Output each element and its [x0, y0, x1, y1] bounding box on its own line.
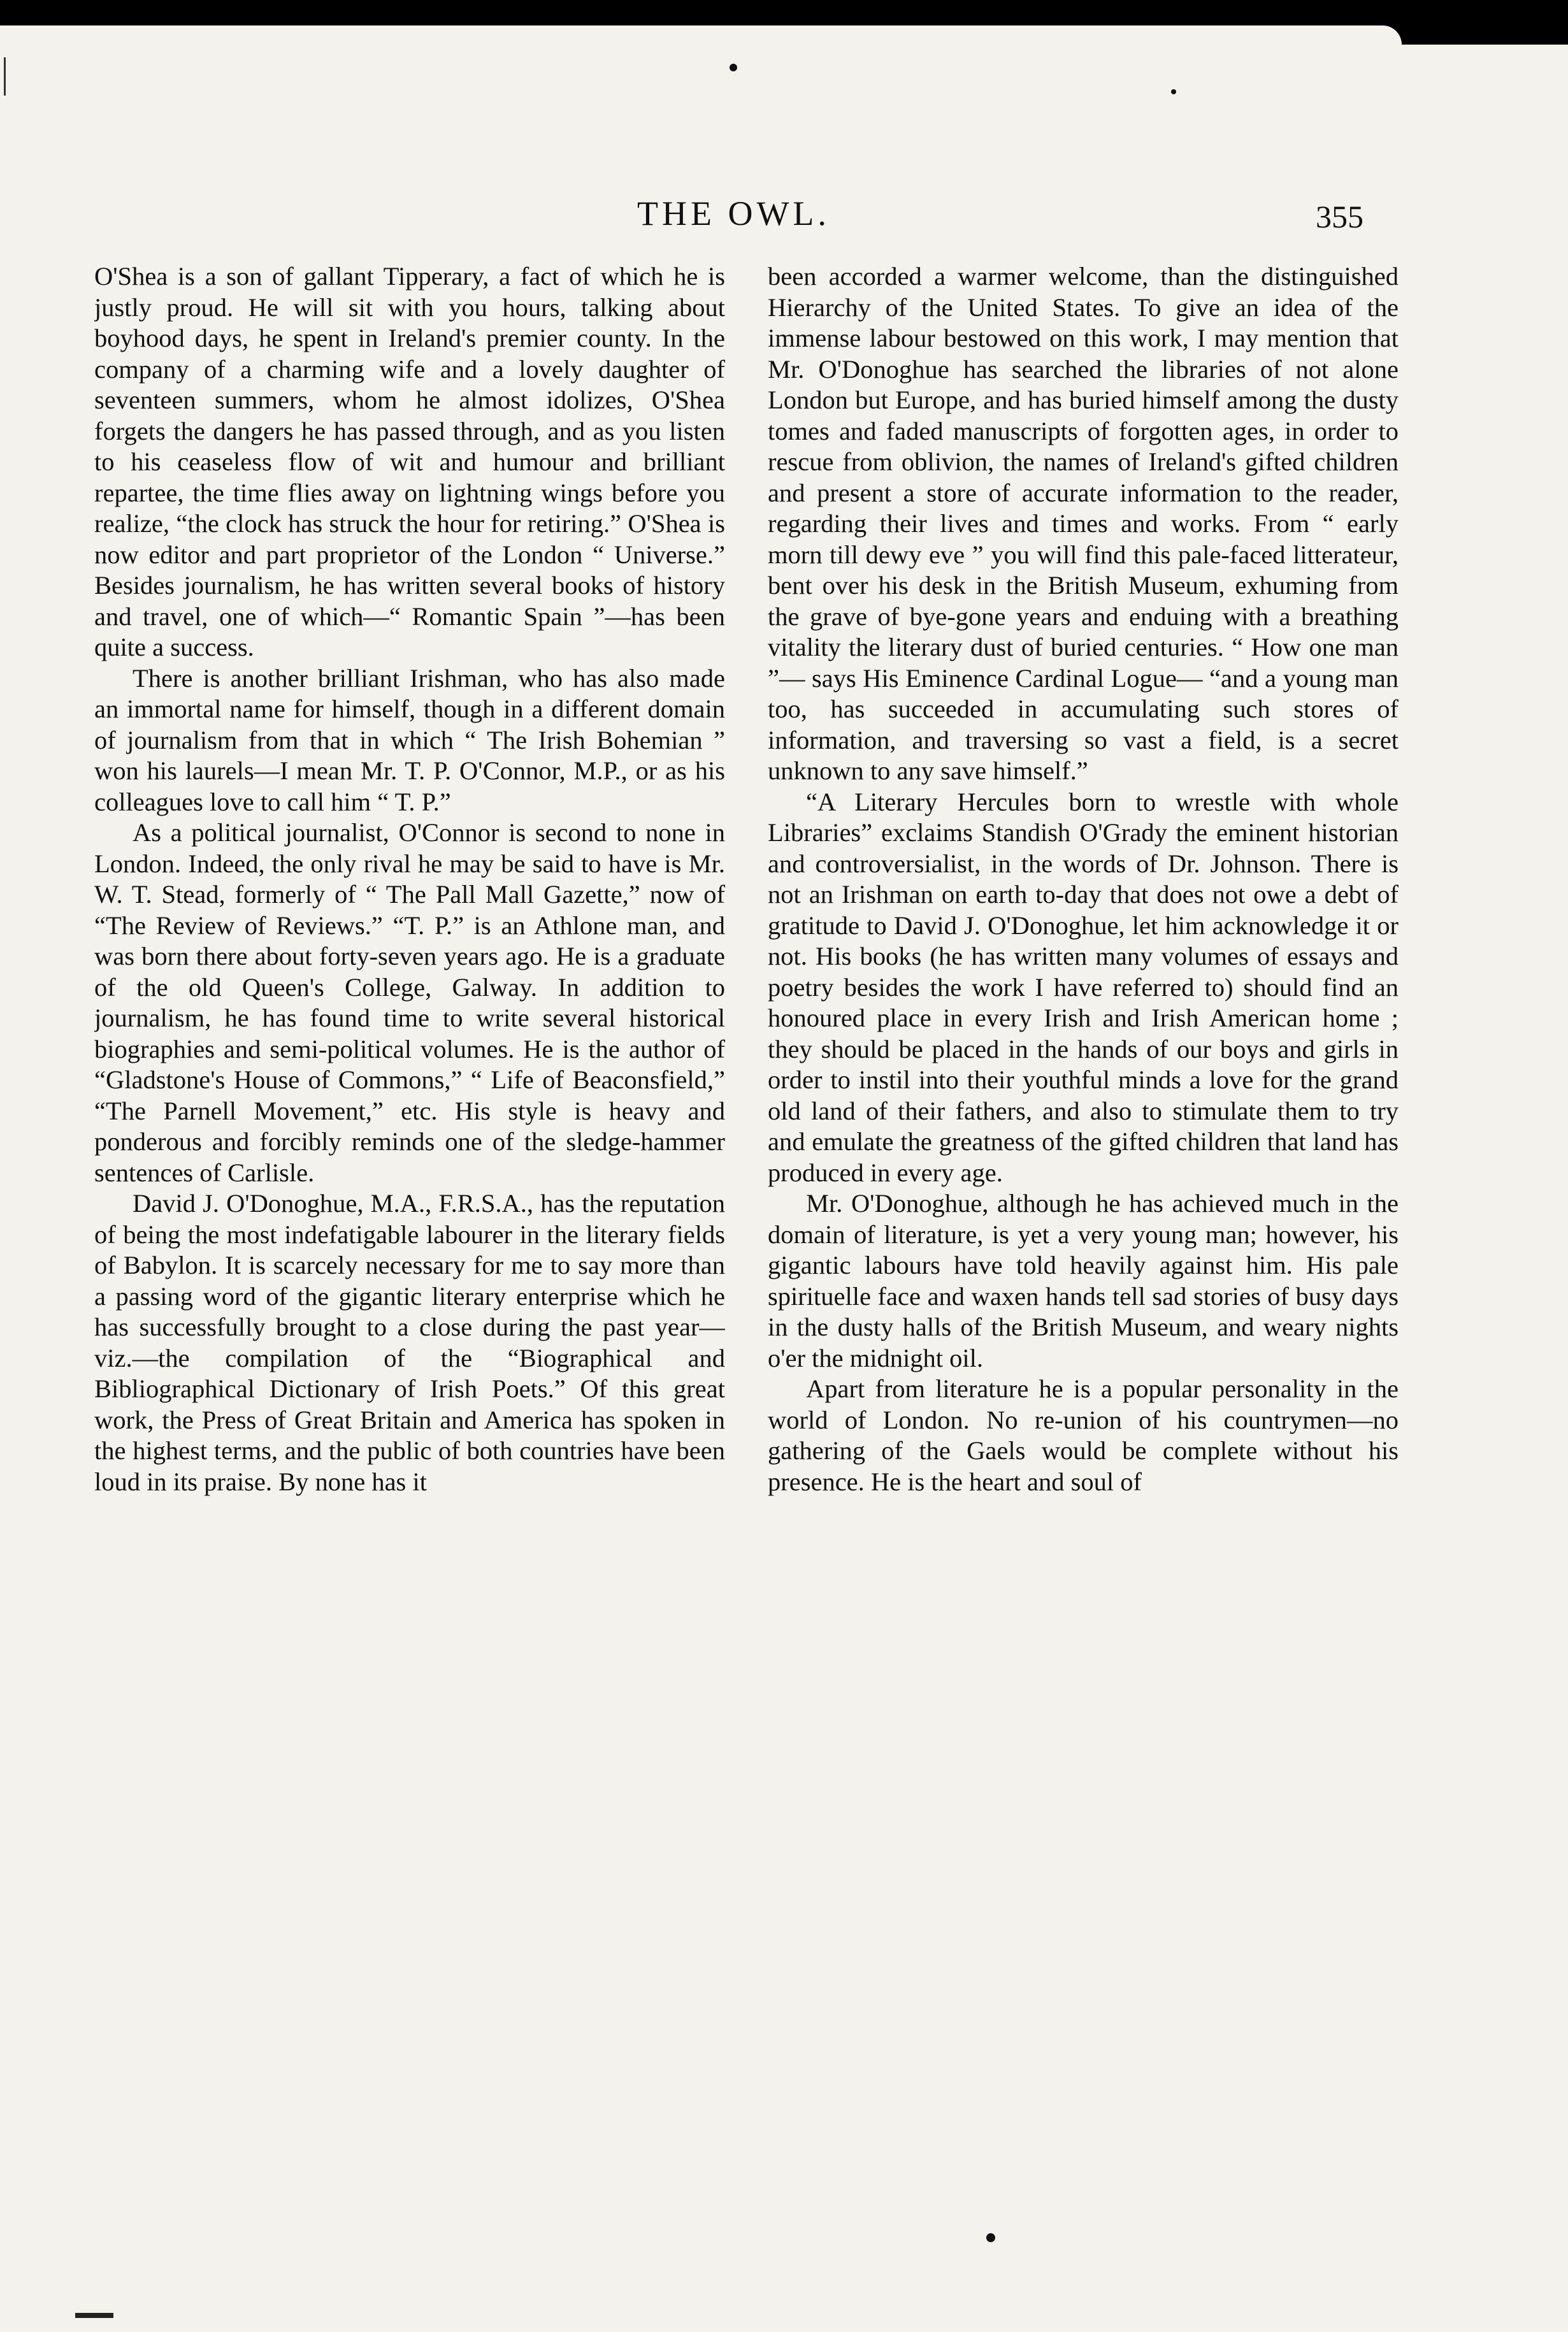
scan-left-edge-mark — [4, 57, 6, 96]
running-title: THE OWL. — [637, 194, 830, 233]
paragraph: David J. O'Donoghue, M.A., F.R.S.A., has the reputation of being the most indefatigable labourer in the literary fields of Babylon. It is scarcely necessary for me to say more than a passing word of the gigantic literary enterprise which he has successfully brought to a close during the past year—viz.—the compilation of the “Biographical and Bibliographical Dictionary of Irish Poets.” Of this great work, the Press of Great Britain and America has spoken in the highest terms, and the public of both countries have been loud in its praise. By none has it — [94, 1189, 725, 1496]
paragraph: As a political journalist, O'Connor is second to none in London. Indeed, the only rival he may be said to have is Mr. W. T. Stead, formerly of “ The Pall Mall Gazette,” now of “The Review of Reviews.” “T. P.” is an Athlone man, and was born there about forty-seven years ago. He is a graduate of the old Queen's College, Galway. In addition to journalism, he has found time to write several historical biographies and semi-political volumes. He is the author of “Gladstone's House of Commons,” “ Life of Beaconsfield,” “The Parnell Movement,” etc. His style is heavy and ponderous and forcibly reminds one of the sledge-hammer sentences of Carlisle. — [94, 818, 725, 1187]
paragraph: There is another brilliant Irishman, who has also made an immortal name for himself, though in a different domain of journalism from that in which “ The Irish Bohemian ” won his laurels—I mean Mr. T. P. O'Connor, M.P., or as his colleagues love to call him “ T. P.” — [94, 663, 725, 816]
paragraph: Mr. O'Donoghue, although he has achieved much in the domain of literature, is yet a very young man; however, his gigantic labours have told heavily against him. His pale spirituelle face and waxen hands tell sad stories of busy days in the dusty halls of the British Museum, and weary nights o'er the midnight oil. — [768, 1189, 1399, 1372]
scan-speck — [1171, 89, 1176, 94]
paragraph: “A Literary Hercules born to wrestle with whole Libraries” exclaims Standish O'Grady the eminent historian and controversialist, in the words of Dr. Johnson. There is not an Irishman on earth to-day that does not owe a debt of gratitude to David J. O'Donoghue, let him acknowledge it or not. His books (he has written many volumes of essays and poetry besides the work I have referred to) should find an honoured place in every Irish and Irish American home ; they should be placed in the hands of our boys and girls in order to instil into their youthful minds a love for the grand old land of their fathers, and also to stimulate them to try and emulate the greatness of the gifted children that land has produced in every age. — [768, 787, 1399, 1187]
page-footer-dot — [986, 2233, 995, 2242]
paragraph: Apart from literature he is a popular personality in the world of London. No re-union of his countrymen—no gathering of the Gaels would be complete without his presence. He is the heart and soul of — [768, 1374, 1399, 1496]
paragraph: been accorded a warmer welcome, than the distinguished Hierarchy of the United States. To give an idea of the immense labour bestowed on this work, I may mention that Mr. O'Donoghue has searched the libraries of not alone London but Europe, and has buried himself among the dusty tomes and faded manuscripts of forgotten ages, in order to rescue from oblivion, the names of Ireland's gifted children and present a store of accurate information to the reader, regarding their lives and times and works. From “ early morn till dewy eve ” you will find this pale-faced litterateur, bent over his desk in the British Museum, exhuming from the grave of bye-gone years and enduing with a breathing vitality the literary dust of buried centuries. “ How one man ”— says His Eminence Cardinal Logue— “and a young man too, has succeeded in accumulating such stores of information, and traversing so vast a field, is a secret unknown to any save himself.” — [768, 262, 1399, 785]
page-number: 355 — [1316, 199, 1363, 234]
paragraph: O'Shea is a son of gallant Tipperary, a fact of which he is justly proud. He will sit with you hours, talking about boyhood days, he spent in Ireland's premier county. In the company of a charming wife and a lovely daughter of seventeen summers, whom he almost idolizes, O'Shea forgets the dangers he has passed through, and as you listen to his ceaseless flow of wit and humour and brilliant repartee, the time flies away on lightning wings before you realize, “the clock has struck the hour for retiring.” O'Shea is now editor and part proprietor of the London “ Universe.” Besides journalism, he has written several books of history and travel, one of which—“ Romantic Spain ”—has been quite a success. — [94, 262, 725, 661]
scan-bottom-mark — [75, 2313, 113, 2318]
right-column — [768, 261, 1399, 2173]
scan-top-border-edge — [0, 25, 1402, 45]
left-column — [94, 261, 725, 2173]
scan-speck — [730, 64, 737, 71]
